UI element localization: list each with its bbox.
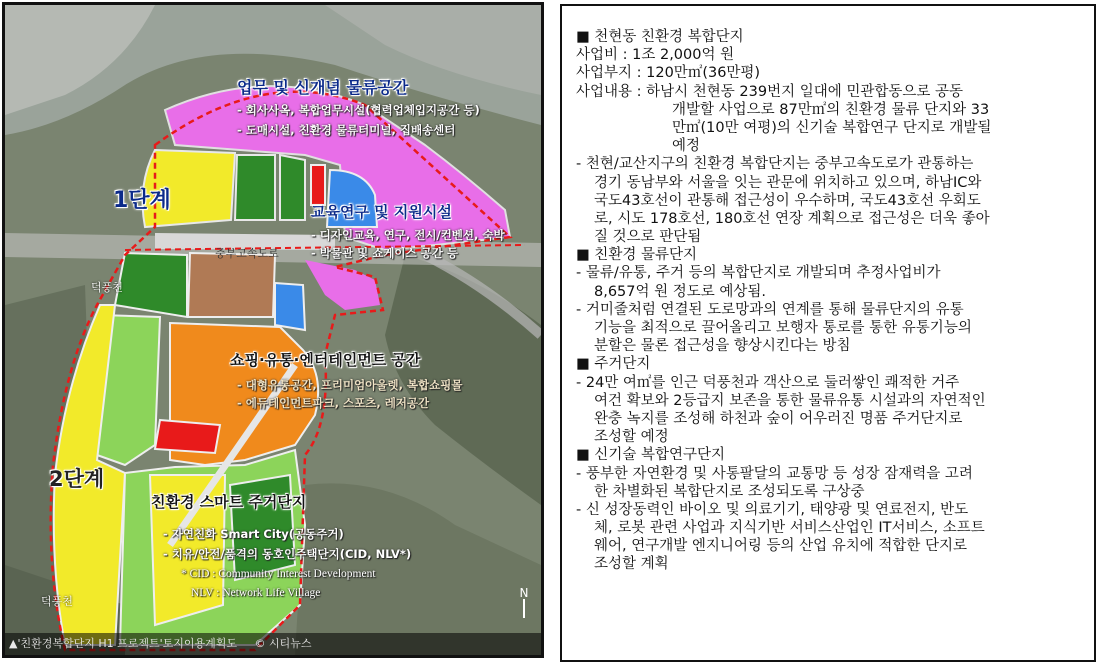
svg-text:N: N (519, 586, 529, 600)
description-line: 경기 동남부와 서울을 잇는 관문에 위치하고 있으며, 하남IC와 (594, 174, 982, 191)
north-arrow-icon (515, 585, 533, 619)
description-line: 만㎡(10만 여평)의 신기술 복합연구 단지로 개발될 (672, 119, 992, 136)
education-line-1: - 디자인교육, 연구, 전시/컨벤션, 숙박 (311, 228, 505, 242)
description-line: 체, 로봇 관련 사업과 지식기반 서비스산업인 IT서비스, 소프트 (594, 520, 985, 537)
description-line: 분할은 물론 접근성을 향상시킨다는 방침 (594, 338, 851, 355)
description-line: 사업비 : 1조 2,000억 원 (576, 47, 735, 64)
highway-label: 중부고속도로 (215, 247, 279, 260)
description-line: 기능을 최적으로 끌어올리고 보행자 통로를 통한 유통기능의 (594, 320, 972, 336)
business-line-1: - 회사사옥, 복합업무시설(협력업체입지공간 등) (237, 103, 480, 117)
description-line: 한 차별화된 복합단지로 조성되도록 구상중 (594, 483, 865, 500)
education-line-2: - 박물관 및 쇼케이스 공간 등 (311, 246, 458, 260)
description-line: - 거미줄처럼 연결된 도로망과의 연계를 통해 물류단지의 유통 (576, 301, 964, 318)
project-description-box (560, 4, 1096, 662)
description-line: - 물류/유통, 주거 등의 복합단지로 개발되며 추정사업비가 (576, 265, 941, 282)
description-line: 웨어, 연구개발 엔지니어링 등의 산업 유치에 적합한 단지로 (594, 538, 968, 555)
description-line: ■ 주거단지 (576, 356, 651, 373)
description-line: 완충 녹지를 조성해 하천과 숲이 어우러진 명품 주거단지로 (594, 410, 963, 427)
residential-footnote-1: * CID : Community Interest Development (181, 568, 376, 580)
description-line: ■ 천현동 친환경 복합단지 (576, 29, 744, 45)
business-line-2: - 도매시설, 친환경 물류터미널, 집배송센터 (237, 123, 456, 137)
description-line: 국도43호선이 관통해 접근성이 우수하며, 국도43호선 우회도 (594, 192, 981, 209)
description-line: 8,657억 원 정도로 예상됨. (594, 283, 767, 300)
residential-line-1: - 자연친화 Smart City(공동주거) (163, 527, 344, 541)
description-line: 로, 시도 178호선, 180호선 연장 계획으로 접근성은 더욱 좋아 (594, 210, 990, 227)
map-credit: © 시티뉴스 (254, 637, 312, 650)
stream-label-bottom: 덕풍천 (41, 595, 73, 608)
zone-title-residential: 친환경 스마트 주거단지 (151, 493, 307, 511)
zone-title-shopping: 쇼핑·유통·엔터테인먼트 공간 (230, 351, 421, 369)
description-line: 개발할 사업으로 87만㎡의 친환경 물류 단지와 33 (672, 101, 990, 118)
description-line: 예정 (672, 138, 701, 155)
description-line: - 풍부한 자연환경 및 사통팔달의 교통망 등 성장 잠재력을 고려 (576, 465, 973, 482)
project-description-text (576, 28, 1086, 574)
stream-label-top: 덕풍천 (91, 281, 123, 294)
stage-2-label: 2단계 (49, 467, 105, 491)
shopping-line-2: - 에듀테인먼트파크, 스포츠, 레저공간 (237, 396, 430, 410)
description-line: ■ 친환경 물류단지 (576, 247, 697, 264)
shopping-line-1: - 대형유통공간, 프리미엄아울렛, 복합쇼핑몰 (237, 378, 463, 392)
land-use-map (2, 2, 544, 658)
description-line: ■ 신기술 복합연구단지 (576, 447, 725, 464)
description-line: - 신 성장동력인 바이오 및 의료기기, 태양광 및 연료전지, 반도 (576, 501, 969, 518)
zone-title-business: 업무 및 신개념 물류공간 (237, 78, 409, 97)
map-caption: ▲'친환경복합단지 H1 프로젝트'토지이용계획도 (9, 637, 238, 650)
residential-line-2: - 치유/안전/품격의 동호인주택단지(CID, NLV*) (163, 547, 412, 561)
description-line: 사업내용 : 하남시 천현동 239번지 일대에 민관합동으로 공동 (576, 83, 963, 100)
description-line: 사업부지 : 120만㎡(36만평) (576, 65, 761, 82)
description-line: 조성할 계획 (594, 556, 669, 573)
description-line: 조성할 예정 (594, 429, 669, 446)
residential-footnote-2: NLV : Network Life Village (191, 587, 321, 599)
description-line: - 24만 여㎡를 인근 덕풍천과 객산으로 둘러쌓인 쾌적한 거주 (576, 374, 960, 391)
description-line: 질 것으로 판단됨 (594, 229, 702, 246)
description-line: - 천현/교산지구의 친환경 복합단지는 중부고속도로가 관통하는 (576, 156, 974, 173)
stage-1-label: 1단계 (113, 188, 171, 213)
zone-title-education: 교육연구 및 지원시설 (311, 203, 452, 221)
map-caption-bar (5, 633, 541, 655)
description-line: 여건 확보와 2등급지 보존을 통한 물류유통 시설과의 자연적인 (594, 392, 986, 409)
